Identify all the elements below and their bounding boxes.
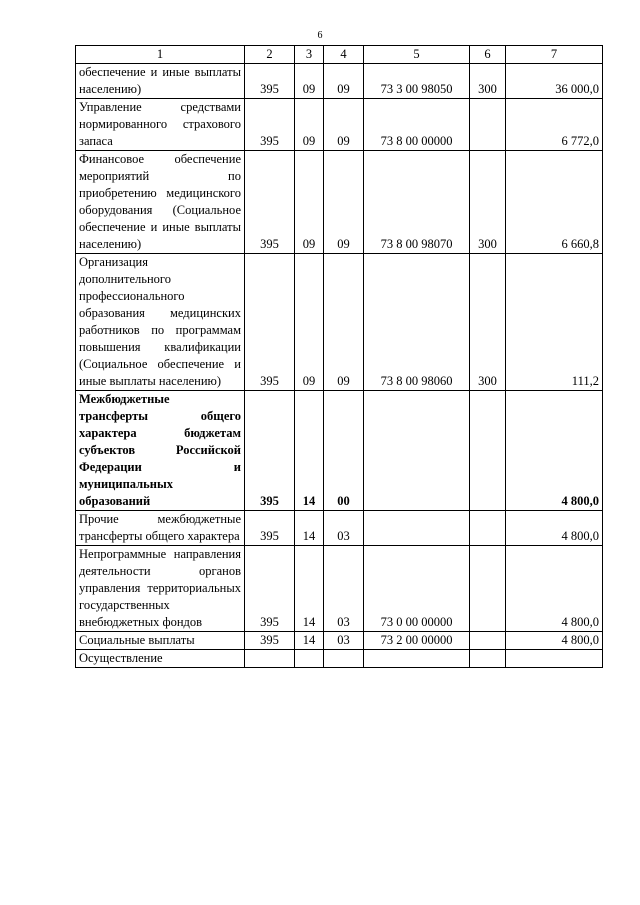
row-col3: 09 <box>295 254 324 391</box>
row-col5: 73 8 00 98070 <box>364 151 470 254</box>
row-col6 <box>470 99 506 151</box>
row-col7 <box>506 650 603 668</box>
row-col5: 73 0 00 00000 <box>364 546 470 632</box>
row-col7: 6 660,8 <box>506 151 603 254</box>
row-col2: 395 <box>245 151 295 254</box>
row-col6 <box>470 391 506 511</box>
row-col4: 09 <box>324 64 364 99</box>
row-col5: 73 3 00 98050 <box>364 64 470 99</box>
row-col4: 09 <box>324 254 364 391</box>
row-col4: 03 <box>324 546 364 632</box>
row-col2: 395 <box>245 391 295 511</box>
row-col4: 09 <box>324 151 364 254</box>
table-row <box>76 650 603 668</box>
row-name: Финансовое обеспечение мероприятий по приобретению медицинского оборудования (Социальное обеспечение и иные выплаты населению) <box>76 151 245 254</box>
row-col6: 300 <box>470 64 506 99</box>
table-row <box>76 99 603 151</box>
column-header-4: 4 <box>324 46 364 64</box>
row-col2: 395 <box>245 632 295 650</box>
row-col2 <box>245 650 295 668</box>
row-col5 <box>364 391 470 511</box>
row-col6 <box>470 650 506 668</box>
row-col3: 14 <box>295 511 324 546</box>
table-row <box>76 511 603 546</box>
row-col4 <box>324 650 364 668</box>
header-row <box>76 46 603 64</box>
column-header-6: 6 <box>470 46 506 64</box>
column-header-5: 5 <box>364 46 470 64</box>
row-col4: 00 <box>324 391 364 511</box>
row-col5 <box>364 650 470 668</box>
table-row <box>76 546 603 632</box>
page-number: 6 <box>317 30 323 41</box>
row-col6 <box>470 632 506 650</box>
column-header-2: 2 <box>245 46 295 64</box>
row-col3: 09 <box>295 99 324 151</box>
row-col3: 09 <box>295 151 324 254</box>
row-name: Управление средствами нормированного страхового запаса <box>76 99 245 151</box>
row-col6 <box>470 511 506 546</box>
row-col3: 14 <box>295 632 324 650</box>
row-col2: 395 <box>245 64 295 99</box>
row-name: обеспечение и иные выплаты населению) <box>76 64 245 99</box>
row-col7: 4 800,0 <box>506 632 603 650</box>
row-col3: 14 <box>295 546 324 632</box>
row-col7: 36 000,0 <box>506 64 603 99</box>
budget-table <box>75 45 603 668</box>
table-row <box>76 254 603 391</box>
column-header-7: 7 <box>506 46 603 64</box>
row-col7: 111,2 <box>506 254 603 391</box>
row-col7: 4 800,0 <box>506 546 603 632</box>
row-col2: 395 <box>245 254 295 391</box>
row-col3: 14 <box>295 391 324 511</box>
row-name: Непрограммные направления деятельности органов управления территориальных государственных внебюджетных фондов <box>76 546 245 632</box>
table-row <box>76 151 603 254</box>
table-row <box>76 64 603 99</box>
row-col4: 03 <box>324 632 364 650</box>
row-col6: 300 <box>470 151 506 254</box>
row-name: Прочие межбюджетные трансферты общего характера <box>76 511 245 546</box>
row-col7: 6 772,0 <box>506 99 603 151</box>
row-col7: 4 800,0 <box>506 391 603 511</box>
row-col4: 03 <box>324 511 364 546</box>
table-row <box>76 391 603 511</box>
row-col3: 09 <box>295 64 324 99</box>
row-name: Межбюджетные трансферты общего характера бюджетам субъектов Российской Федерации и муниципальных образований <box>76 391 245 511</box>
row-name: Организация дополнительного профессионального образования медицинских работников по программам повышения квалификации (Социальное обеспечение и иные выплаты населению) <box>76 254 245 391</box>
row-col7: 4 800,0 <box>506 511 603 546</box>
row-col6 <box>470 546 506 632</box>
row-col3 <box>295 650 324 668</box>
row-name: Социальные выплаты <box>76 632 245 650</box>
column-header-1: 1 <box>76 46 245 64</box>
table-row <box>76 632 603 650</box>
row-col5 <box>364 511 470 546</box>
row-col5: 73 2 00 00000 <box>364 632 470 650</box>
row-col5: 73 8 00 98060 <box>364 254 470 391</box>
row-name: Осуществление <box>76 650 245 668</box>
row-col2: 395 <box>245 546 295 632</box>
row-col4: 09 <box>324 99 364 151</box>
row-col2: 395 <box>245 99 295 151</box>
row-col6: 300 <box>470 254 506 391</box>
row-col5: 73 8 00 00000 <box>364 99 470 151</box>
row-col2: 395 <box>245 511 295 546</box>
column-header-3: 3 <box>295 46 324 64</box>
